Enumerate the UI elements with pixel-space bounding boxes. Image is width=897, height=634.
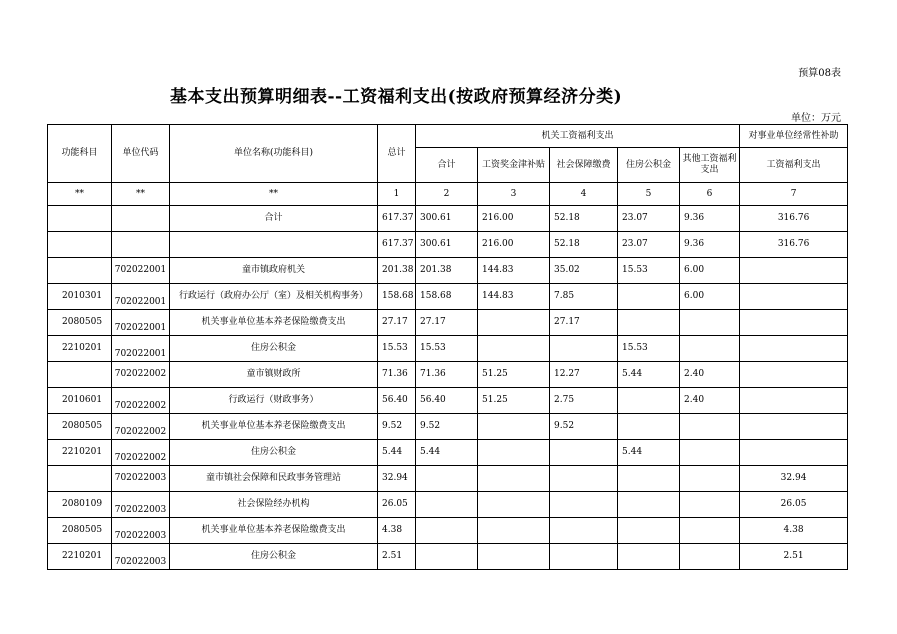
cell-value [680,336,740,362]
cell-value [416,492,478,518]
cell-value: 9.52 [550,414,618,440]
header-sub-total: 合计 [416,148,478,183]
cell-unit-name: 行政运行（政府办公厅（室）及相关机构事务） [170,284,378,310]
cell-value: 26.05 [378,492,416,518]
cell-unit-name: 童市镇社会保障和民政事务管理站 [170,466,378,492]
header-sub-welfare: 工资福利支出 [740,148,848,183]
table-row [48,544,848,570]
cell-value [478,466,550,492]
cell-value: 32.94 [378,466,416,492]
cell-value [550,440,618,466]
cell-value: 6.00 [680,284,740,310]
cell-unit-name [170,232,378,258]
cell-value: 617.37 [378,232,416,258]
cell-value [550,336,618,362]
header-sub-housing: 住房公积金 [618,148,680,183]
cell-value [478,440,550,466]
cell-value: 144.83 [478,258,550,284]
index-cell: ** [48,183,112,206]
cell-value [478,518,550,544]
table-row [48,362,848,388]
cell-func-code: 2080505 [48,518,112,544]
cell-value: 5.44 [378,440,416,466]
cell-value: 7.85 [550,284,618,310]
cell-value: 201.38 [378,258,416,284]
index-cell: 7 [740,183,848,206]
cell-func-code: 2010301 [48,284,112,310]
cell-value: 71.36 [378,362,416,388]
cell-value: 158.68 [378,284,416,310]
cell-value [740,336,848,362]
cell-value [618,414,680,440]
cell-func-code: 2010601 [48,388,112,414]
cell-value [550,544,618,570]
cell-value: 51.25 [478,362,550,388]
cell-value [478,336,550,362]
table-row [48,232,848,258]
cell-func-code [48,362,112,388]
cell-value: 9.36 [680,232,740,258]
cell-unit-name: 童市镇政府机关 [170,258,378,284]
cell-value: 2.51 [378,544,416,570]
cell-value: 5.44 [416,440,478,466]
cell-value: 4.38 [378,518,416,544]
cell-value [618,544,680,570]
cell-unit-code: 702022001 [112,310,170,336]
table-row [48,336,848,362]
header-sub-wages: 工资奖金津补贴 [478,148,550,183]
cell-value: 216.00 [478,232,550,258]
cell-func-code: 2080505 [48,414,112,440]
cell-value: 26.05 [740,492,848,518]
cell-value: 617.37 [378,206,416,232]
cell-func-code: 2080109 [48,492,112,518]
budget-table [47,124,848,570]
cell-value: 15.53 [378,336,416,362]
index-cell: 5 [618,183,680,206]
cell-unit-name: 合计 [170,206,378,232]
cell-func-code: 2210201 [48,440,112,466]
table-row [48,440,848,466]
cell-value: 201.38 [416,258,478,284]
cell-value: 15.53 [416,336,478,362]
cell-unit-code: 702022002 [112,414,170,440]
cell-value: 5.44 [618,362,680,388]
cell-value: 15.53 [618,258,680,284]
cell-value: 2.40 [680,362,740,388]
header-group-subsidy: 对事业单位经常性补助 [740,125,848,148]
table-row [48,414,848,440]
cell-unit-name: 行政运行（财政事务） [170,388,378,414]
index-cell: 3 [478,183,550,206]
cell-value: 9.36 [680,206,740,232]
cell-value [550,492,618,518]
cell-unit-name: 住房公积金 [170,440,378,466]
cell-value [680,518,740,544]
cell-unit-name: 社会保险经办机构 [170,492,378,518]
cell-value [550,518,618,544]
cell-value: 316.76 [740,232,848,258]
cell-unit-code: 702022003 [112,544,170,570]
cell-unit-name: 机关事业单位基本养老保险缴费支出 [170,414,378,440]
cell-value [740,310,848,336]
unit-label: 单位：万元 [791,113,841,124]
cell-value [618,284,680,310]
cell-value [680,414,740,440]
index-cell: 6 [680,183,740,206]
cell-value [680,440,740,466]
cell-unit-name: 住房公积金 [170,336,378,362]
header-name: 单位名称(功能科目) [170,125,378,183]
table-row [48,258,848,284]
cell-value: 9.52 [378,414,416,440]
cell-value: 316.76 [740,206,848,232]
index-cell: 2 [416,183,478,206]
cell-value [416,466,478,492]
index-cell: 4 [550,183,618,206]
cell-unit-code: 702022001 [112,336,170,362]
cell-func-code: 2210201 [48,544,112,570]
cell-value: 12.27 [550,362,618,388]
table-row [48,466,848,492]
index-cell: ** [112,183,170,206]
cell-func-code: 2080505 [48,310,112,336]
cell-value: 4.38 [740,518,848,544]
form-number: 预算08表 [798,68,841,79]
cell-value [740,388,848,414]
index-cell: 1 [378,183,416,206]
cell-value: 5.44 [618,440,680,466]
cell-value: 15.53 [618,336,680,362]
cell-unit-code: 702022002 [112,440,170,466]
cell-value: 56.40 [416,388,478,414]
cell-value [478,492,550,518]
cell-unit-name: 机关事业单位基本养老保险缴费支出 [170,518,378,544]
cell-unit-code: 702022001 [112,284,170,310]
cell-value: 300.61 [416,232,478,258]
cell-value: 23.07 [618,232,680,258]
cell-value: 23.07 [618,206,680,232]
cell-value: 56.40 [378,388,416,414]
cell-func-code [48,258,112,284]
table-row [48,492,848,518]
cell-value: 35.02 [550,258,618,284]
cell-value: 27.17 [416,310,478,336]
cell-func-code: 2210201 [48,336,112,362]
cell-value [680,310,740,336]
header-code: 单位代码 [112,125,170,183]
cell-value [478,414,550,440]
cell-value [618,310,680,336]
cell-value: 71.36 [416,362,478,388]
table-row [48,310,848,336]
cell-value: 2.51 [740,544,848,570]
table-row [48,206,848,232]
cell-value [680,492,740,518]
cell-unit-code [112,206,170,232]
cell-value: 216.00 [478,206,550,232]
cell-value: 27.17 [378,310,416,336]
cell-value [740,440,848,466]
cell-value: 300.61 [416,206,478,232]
index-row [48,183,848,206]
cell-value: 6.00 [680,258,740,284]
cell-value [740,258,848,284]
cell-unit-code: 702022003 [112,492,170,518]
header-total: 总计 [378,125,416,183]
cell-value [618,466,680,492]
table-row [48,284,848,310]
cell-value [618,492,680,518]
cell-unit-name: 童市镇财政所 [170,362,378,388]
cell-value [680,466,740,492]
cell-value [618,388,680,414]
cell-unit-code: 702022003 [112,518,170,544]
cell-value [478,544,550,570]
index-cell: ** [170,183,378,206]
cell-value [550,466,618,492]
cell-value: 52.18 [550,206,618,232]
cell-func-code [48,206,112,232]
cell-unit-code [112,232,170,258]
cell-value: 158.68 [416,284,478,310]
cell-func-code [48,232,112,258]
table-row [48,388,848,414]
cell-value: 2.40 [680,388,740,414]
cell-value: 9.52 [416,414,478,440]
cell-value [618,518,680,544]
cell-value: 144.83 [478,284,550,310]
cell-unit-code: 702022002 [112,388,170,414]
cell-value [416,518,478,544]
cell-unit-code: 702022002 [112,362,170,388]
header-sub-social: 社会保障缴费 [550,148,618,183]
cell-value: 52.18 [550,232,618,258]
cell-value: 32.94 [740,466,848,492]
cell-unit-code: 702022001 [112,258,170,284]
table-row [48,518,848,544]
cell-value [740,414,848,440]
cell-unit-code: 702022003 [112,466,170,492]
cell-value: 2.75 [550,388,618,414]
cell-value [740,284,848,310]
header-row-1 [48,125,848,148]
cell-value [740,362,848,388]
header-group-office-salary: 机关工资福利支出 [416,125,740,148]
header-sub-other: 其他工资福利支出 [680,148,740,183]
cell-value: 51.25 [478,388,550,414]
cell-value [416,544,478,570]
cell-func-code [48,466,112,492]
cell-value [680,544,740,570]
table-body [48,206,848,570]
page-title: 基本支出预算明细表--工资福利支出(按政府预算经济分类) [170,87,623,107]
cell-unit-name: 机关事业单位基本养老保险缴费支出 [170,310,378,336]
cell-value [478,310,550,336]
header-func: 功能科目 [48,125,112,183]
cell-unit-name: 住房公积金 [170,544,378,570]
cell-value: 27.17 [550,310,618,336]
